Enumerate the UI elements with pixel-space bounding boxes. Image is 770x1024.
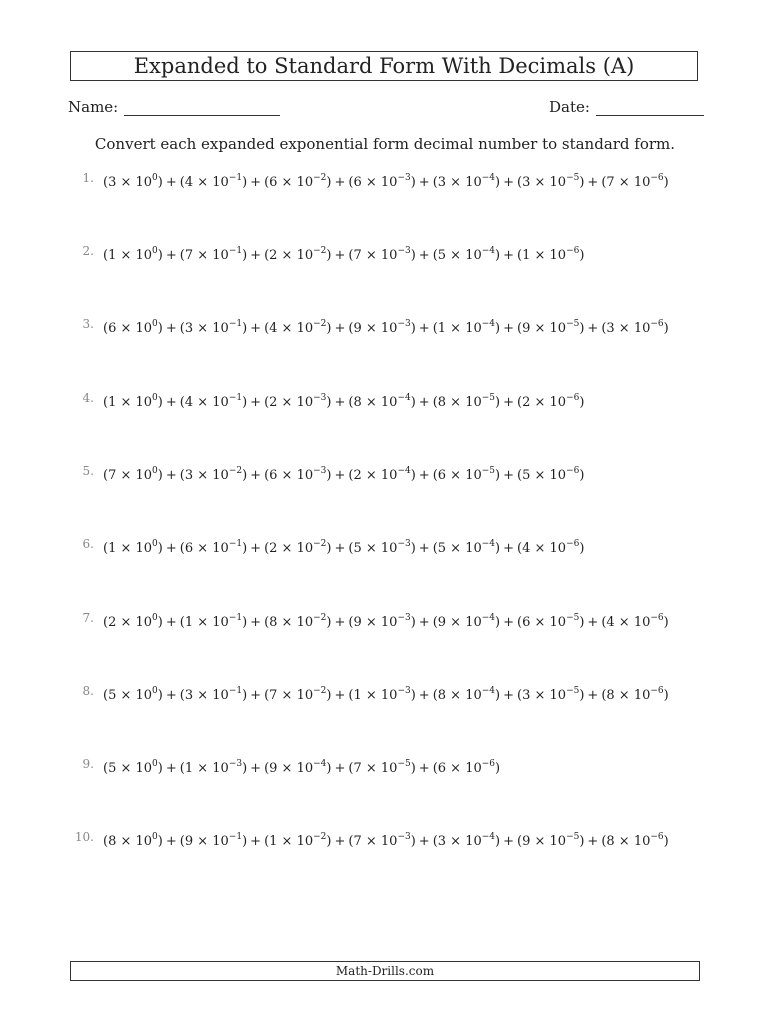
- problem-number: 8.: [82, 684, 94, 699]
- plus-sign: +: [250, 761, 262, 777]
- exponent: −3: [397, 173, 411, 183]
- expanded-term: $(1 \times 10^{-3})$: [179, 759, 248, 777]
- exponent: 0: [152, 686, 158, 696]
- exponent: 0: [152, 832, 158, 842]
- exponent: 0: [152, 393, 158, 403]
- name-blank[interactable]: [124, 99, 280, 116]
- expanded-term: $(7 \times 10^0)$: [103, 466, 163, 484]
- date-label: Date:: [549, 98, 590, 116]
- problem-expression: [103, 174, 669, 190]
- plus-sign: +: [503, 688, 515, 704]
- expanded-term: $(8 \times 10^{-4})$: [432, 686, 501, 704]
- expanded-term: $(4 \times 10^{-1})$: [179, 173, 248, 191]
- expanded-term: $(1 \times 10^0)$: [103, 246, 163, 264]
- expanded-term: $(3 \times 10^{-2})$: [179, 466, 248, 484]
- expanded-term: $(6 \times 10^{-3})$: [264, 466, 332, 484]
- problem-row: [60, 684, 740, 709]
- exponent: −3: [397, 832, 411, 842]
- problem-expression: [103, 467, 584, 483]
- date-blank[interactable]: [596, 99, 704, 116]
- plus-sign: +: [334, 688, 346, 704]
- exponent: −2: [313, 613, 327, 623]
- expanded-term: $(6 \times 10^{-5})$: [432, 466, 501, 484]
- problem-number: 2.: [82, 244, 94, 259]
- expanded-term: $(5 \times 10^{-6})$: [517, 466, 585, 484]
- expanded-term: $(1 \times 10^{-2})$: [264, 832, 332, 850]
- exponent: −1: [228, 393, 243, 403]
- expanded-term: $(3 \times 10^{-6})$: [601, 319, 669, 337]
- problem-row: [60, 244, 740, 269]
- plus-sign: +: [334, 175, 346, 191]
- plus-sign: +: [503, 395, 515, 411]
- plus-sign: +: [250, 615, 262, 631]
- expanded-term: $(8 \times 10^0)$: [103, 832, 163, 850]
- exponent: −5: [566, 832, 580, 842]
- exponent: −6: [650, 686, 664, 696]
- exponent: −1: [228, 686, 243, 696]
- plus-sign: +: [250, 395, 262, 411]
- exponent: 0: [152, 759, 158, 769]
- plus-sign: +: [587, 834, 599, 850]
- plus-sign: +: [418, 468, 430, 484]
- expanded-term: $(5 \times 10^{-4})$: [432, 539, 501, 557]
- expanded-term: $(6 \times 10^{-1})$: [179, 539, 248, 557]
- expanded-term: $(3 \times 10^{-1})$: [179, 319, 248, 337]
- exponent: −1: [228, 173, 243, 183]
- exponent: 0: [152, 539, 158, 549]
- expanded-term: $(4 \times 10^{-2})$: [264, 319, 332, 337]
- expanded-term: $(3 \times 10^{-5})$: [517, 686, 585, 704]
- expanded-term: $(9 \times 10^{-1})$: [179, 832, 248, 850]
- exponent: −6: [481, 759, 496, 769]
- exponent: −3: [228, 759, 243, 769]
- plus-sign: +: [165, 541, 177, 557]
- expanded-term: $(5 \times 10^{-3})$: [348, 539, 416, 557]
- expanded-term: $(3 \times 10^0)$: [103, 173, 163, 191]
- exponent: −6: [566, 466, 580, 476]
- problem-number: 3.: [82, 317, 94, 332]
- exponent: −5: [566, 173, 580, 183]
- expanded-term: $(6 \times 10^{-5})$: [517, 613, 585, 631]
- plus-sign: +: [165, 248, 177, 264]
- exponent: −1: [228, 319, 243, 329]
- problem-number: 6.: [82, 537, 94, 552]
- problem-row: [60, 391, 740, 416]
- expanded-term: $(9 \times 10^{-4})$: [432, 613, 501, 631]
- exponent: 0: [152, 246, 158, 256]
- exponent: −5: [566, 613, 580, 623]
- exponent: −3: [397, 319, 411, 329]
- plus-sign: +: [503, 834, 515, 850]
- expanded-term: $(2 \times 10^0)$: [103, 613, 163, 631]
- expanded-term: $(9 \times 10^{-4})$: [264, 759, 332, 777]
- exponent: −3: [397, 246, 411, 256]
- expanded-term: $(1 \times 10^{-1})$: [179, 613, 248, 631]
- exponent: −5: [566, 319, 580, 329]
- exponent: −2: [313, 319, 327, 329]
- expanded-term: $(9 \times 10^{-3})$: [348, 319, 416, 337]
- plus-sign: +: [334, 761, 346, 777]
- exponent: −4: [481, 539, 496, 549]
- plus-sign: +: [587, 688, 599, 704]
- exponent: −5: [481, 466, 496, 476]
- problem-expression: [103, 687, 669, 703]
- problem-number: 5.: [82, 464, 94, 479]
- plus-sign: +: [503, 248, 515, 264]
- expanded-term: $(1 \times 10^{-4})$: [432, 319, 501, 337]
- exponent: −4: [481, 832, 496, 842]
- plus-sign: +: [250, 468, 262, 484]
- exponent: −2: [228, 466, 243, 476]
- problem-number: 1.: [82, 171, 94, 186]
- plus-sign: +: [503, 615, 515, 631]
- plus-sign: +: [418, 761, 430, 777]
- exponent: −3: [397, 613, 411, 623]
- plus-sign: +: [165, 761, 177, 777]
- expanded-term: $(3 \times 10^{-4})$: [432, 832, 501, 850]
- expanded-term: $(8 \times 10^{-5})$: [432, 393, 501, 411]
- problem-expression: [103, 614, 669, 630]
- plus-sign: +: [250, 248, 262, 264]
- exponent: −6: [650, 173, 664, 183]
- problem-row: [60, 171, 740, 196]
- plus-sign: +: [250, 688, 262, 704]
- exponent: −3: [397, 539, 411, 549]
- expanded-term: $(2 \times 10^{-6})$: [517, 393, 585, 411]
- expanded-term: $(1 \times 10^{-6})$: [517, 246, 585, 264]
- problem-row: [60, 757, 740, 782]
- plus-sign: +: [165, 321, 177, 337]
- problem-number: 7.: [82, 611, 94, 626]
- exponent: −2: [313, 539, 327, 549]
- plus-sign: +: [334, 468, 346, 484]
- exponent: −6: [650, 319, 664, 329]
- expanded-term: $(9 \times 10^{-5})$: [517, 319, 585, 337]
- expanded-term: $(8 \times 10^{-2})$: [264, 613, 332, 631]
- plus-sign: +: [165, 175, 177, 191]
- exponent: −4: [397, 466, 411, 476]
- plus-sign: +: [334, 395, 346, 411]
- expanded-term: $(7 \times 10^{-2})$: [264, 686, 332, 704]
- exponent: −3: [397, 686, 411, 696]
- plus-sign: +: [165, 834, 177, 850]
- exponent: −3: [313, 466, 327, 476]
- expanded-term: $(6 \times 10^0)$: [103, 319, 163, 337]
- exponent: 0: [152, 466, 158, 476]
- problem-expression: [103, 833, 669, 849]
- exponent: −6: [566, 246, 580, 256]
- exponent: −2: [313, 246, 327, 256]
- expanded-term: $(1 \times 10^{-3})$: [348, 686, 416, 704]
- exponent: −5: [397, 759, 411, 769]
- problem-row: [60, 830, 740, 855]
- plus-sign: +: [250, 541, 262, 557]
- expanded-term: $(4 \times 10^{-1})$: [179, 393, 248, 411]
- plus-sign: +: [334, 248, 346, 264]
- expanded-term: $(6 \times 10^{-6})$: [432, 759, 501, 777]
- exponent: 0: [152, 319, 158, 329]
- plus-sign: +: [334, 834, 346, 850]
- plus-sign: +: [587, 321, 599, 337]
- problem-expression: [103, 247, 584, 263]
- expanded-term: $(1 \times 10^0)$: [103, 539, 163, 557]
- plus-sign: +: [587, 615, 599, 631]
- exponent: 0: [152, 613, 158, 623]
- problem-expression: [103, 760, 500, 776]
- plus-sign: +: [165, 688, 177, 704]
- expanded-term: $(8 \times 10^{-6})$: [601, 686, 669, 704]
- exponent: −2: [313, 832, 327, 842]
- plus-sign: +: [418, 688, 430, 704]
- exponent: −1: [228, 832, 243, 842]
- worksheet-title: Expanded to Standard Form With Decimals (A): [70, 51, 698, 81]
- problem-expression: [103, 320, 669, 336]
- expanded-term: $(2 \times 10^{-2})$: [264, 246, 332, 264]
- exponent: −6: [650, 613, 664, 623]
- problem-number: 9.: [82, 757, 94, 772]
- exponent: −5: [481, 393, 496, 403]
- plus-sign: +: [334, 615, 346, 631]
- expanded-term: $(3 \times 10^{-4})$: [432, 173, 501, 191]
- expanded-term: $(7 \times 10^{-3})$: [348, 832, 416, 850]
- instructions: Convert each expanded exponential form decimal number to standard form.: [94, 135, 676, 153]
- exponent: −4: [397, 393, 411, 403]
- problem-row: [60, 317, 740, 342]
- plus-sign: +: [503, 321, 515, 337]
- plus-sign: +: [418, 175, 430, 191]
- plus-sign: +: [250, 321, 262, 337]
- plus-sign: +: [250, 175, 262, 191]
- plus-sign: +: [503, 468, 515, 484]
- exponent: −1: [228, 246, 243, 256]
- exponent: −6: [650, 832, 664, 842]
- expanded-term: $(1 \times 10^0)$: [103, 393, 163, 411]
- plus-sign: +: [250, 834, 262, 850]
- name-field: [68, 98, 280, 116]
- plus-sign: +: [418, 834, 430, 850]
- problem-expression: [103, 394, 584, 410]
- plus-sign: +: [334, 321, 346, 337]
- plus-sign: +: [418, 248, 430, 264]
- expanded-term: $(5 \times 10^0)$: [103, 686, 163, 704]
- expanded-term: $(6 \times 10^{-2})$: [264, 173, 332, 191]
- expanded-term: $(4 \times 10^{-6})$: [517, 539, 585, 557]
- exponent: −1: [228, 539, 243, 549]
- exponent: −4: [481, 173, 496, 183]
- plus-sign: +: [587, 175, 599, 191]
- expanded-term: $(7 \times 10^{-5})$: [348, 759, 416, 777]
- expanded-term: $(7 \times 10^{-6})$: [601, 173, 669, 191]
- exponent: −5: [566, 686, 580, 696]
- footer: Math-Drills.com: [70, 961, 700, 981]
- exponent: −4: [481, 319, 496, 329]
- exponent: 0: [152, 173, 158, 183]
- problem-expression: [103, 540, 584, 556]
- expanded-term: $(8 \times 10^{-4})$: [348, 393, 416, 411]
- expanded-term: $(9 \times 10^{-3})$: [348, 613, 416, 631]
- exponent: −2: [313, 173, 327, 183]
- exponent: −2: [313, 686, 327, 696]
- problem-number: 10.: [74, 830, 94, 845]
- plus-sign: +: [165, 615, 177, 631]
- exponent: −4: [481, 686, 496, 696]
- problem-row: [60, 464, 740, 489]
- expanded-term: $(3 \times 10^{-1})$: [179, 686, 248, 704]
- exponent: −6: [566, 539, 580, 549]
- expanded-term: $(9 \times 10^{-5})$: [517, 832, 585, 850]
- exponent: −4: [313, 759, 327, 769]
- expanded-term: $(5 \times 10^0)$: [103, 759, 163, 777]
- expanded-term: $(7 \times 10^{-3})$: [348, 246, 416, 264]
- plus-sign: +: [418, 615, 430, 631]
- expanded-term: $(6 \times 10^{-3})$: [348, 173, 416, 191]
- plus-sign: +: [418, 541, 430, 557]
- name-label: Name:: [68, 98, 119, 116]
- plus-sign: +: [503, 541, 515, 557]
- problem-row: [60, 611, 740, 636]
- expanded-term: $(4 \times 10^{-6})$: [601, 613, 669, 631]
- expanded-term: $(2 \times 10^{-4})$: [348, 466, 416, 484]
- exponent: −6: [566, 393, 580, 403]
- expanded-term: $(2 \times 10^{-2})$: [264, 539, 332, 557]
- date-field: [549, 98, 704, 116]
- problem-row: [60, 537, 740, 562]
- exponent: −1: [228, 613, 243, 623]
- problem-number: 4.: [82, 391, 94, 406]
- expanded-term: $(5 \times 10^{-4})$: [432, 246, 501, 264]
- plus-sign: +: [418, 321, 430, 337]
- plus-sign: +: [165, 395, 177, 411]
- plus-sign: +: [334, 541, 346, 557]
- expanded-term: $(2 \times 10^{-3})$: [264, 393, 332, 411]
- exponent: −4: [481, 613, 496, 623]
- expanded-term: $(7 \times 10^{-1})$: [179, 246, 248, 264]
- plus-sign: +: [165, 468, 177, 484]
- plus-sign: +: [503, 175, 515, 191]
- expanded-term: $(8 \times 10^{-6})$: [601, 832, 669, 850]
- expanded-term: $(3 \times 10^{-5})$: [517, 173, 585, 191]
- exponent: −3: [313, 393, 327, 403]
- exponent: −4: [481, 246, 496, 256]
- plus-sign: +: [418, 395, 430, 411]
